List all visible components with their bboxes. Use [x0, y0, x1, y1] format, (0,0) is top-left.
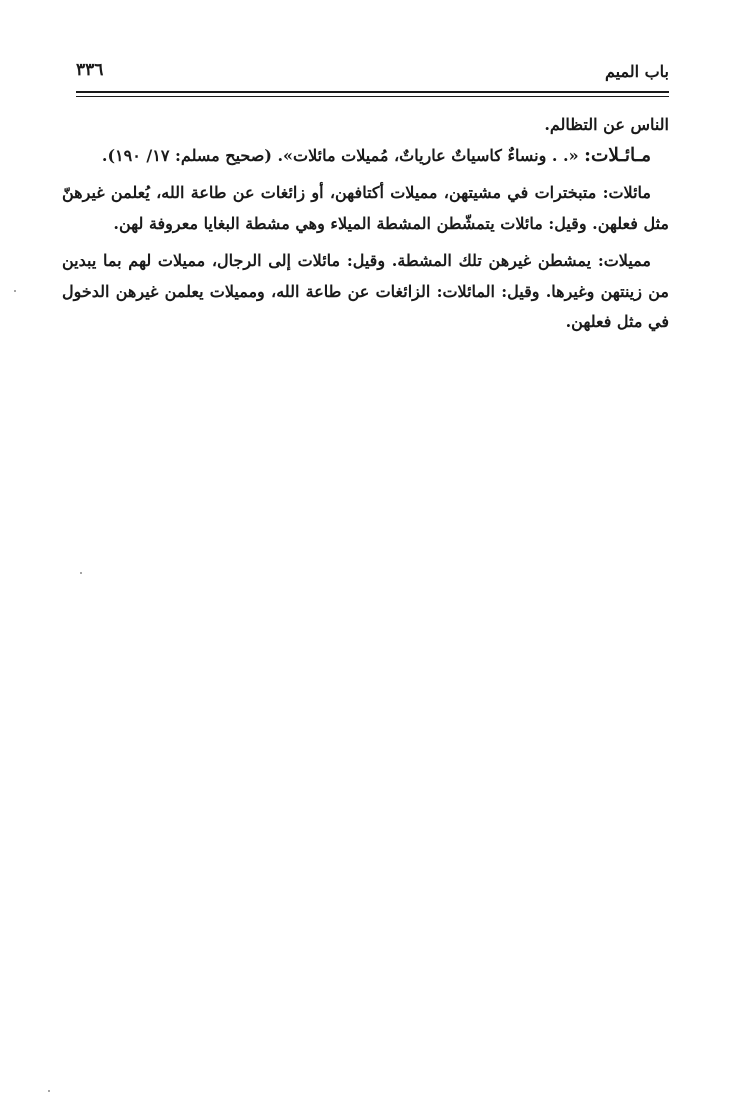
scan-speck [80, 572, 82, 574]
header-rule-thick [76, 91, 669, 93]
page-header [76, 58, 669, 86]
paragraph-entry [62, 141, 669, 172]
scan-speck [48, 1090, 50, 1092]
paragraph-explanation [62, 178, 669, 239]
entry-term: مـائـلات: [584, 144, 651, 166]
page-body [62, 110, 669, 338]
paragraph-text: الناس عن التظالم. [544, 115, 669, 134]
paragraph-text: مميلات: يمشطن غيرهن تلك المشطة. وقيل: مائلات إلى الرجال، مميلات لهم بما يبدين من زينتهن وغيرها. وقيل: المائلات: الزائغات عن طاعة الله، ومميلات يعلمن غيرهن الدخول في مثل فعلهن. [62, 251, 669, 331]
page-number: ٣٣٦ [76, 60, 104, 80]
paragraph-explanation [62, 246, 669, 338]
scan-speck [14, 290, 16, 292]
paragraph-text: مائلات: متبخترات في مشيتهن، مميلات أكتافهن، أو زائغات عن طاعة الله، يُعلمن غيرهنّ مثل فعلهن. وقيل: مائلات يتمشّطن المشطة الميلاء وهي مشطة البغايا معروفة لهن. [62, 183, 669, 233]
paragraph-continuation [62, 110, 669, 141]
header-rule-thin [76, 96, 669, 97]
paragraph-text: «. . ونساءٌ كاسياتٌ عارياتٌ، مُميلات مائلات». (صحيح مسلم: ١٧/ ١٩٠). [101, 145, 585, 165]
chapter-title: باب الميم [604, 62, 669, 81]
